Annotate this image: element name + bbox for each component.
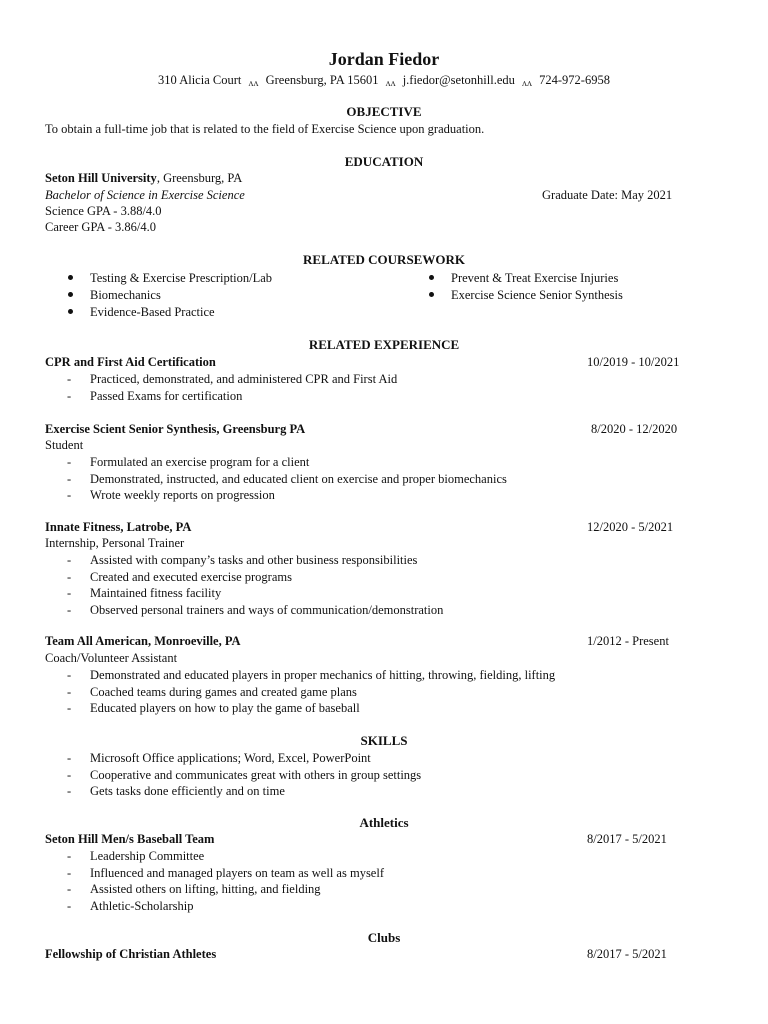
dash-marker: - [67, 488, 72, 502]
email[interactable]: j.fiedor@setonhill.edu [402, 73, 515, 87]
clubs-title: Fellowship of Christian Athletes [45, 947, 217, 961]
dash-marker: - [67, 586, 72, 600]
list-item: Demonstrated and educated players in proper mechanics of hitting, throwing, fielding, lifting [90, 668, 556, 682]
address: 310 Alicia Court [158, 73, 242, 87]
list-item: Practiced, demonstrated, and administered CPR and First Aid [90, 372, 398, 386]
list-item: Leadership Committee [90, 849, 205, 863]
dash-marker: - [67, 684, 72, 699]
athletics-heading: Athletics [359, 815, 409, 830]
objective-heading: OBJECTIVE [346, 104, 422, 119]
list-item: Assisted with company’s tasks and other business responsibilities [90, 553, 418, 567]
list-item: Created and executed exercise programs [90, 569, 292, 584]
dash-marker: - [67, 372, 72, 386]
school-location: , Greensburg, PA [156, 171, 243, 185]
dash-marker: - [67, 569, 72, 584]
list-item: Coached teams during games and created game plans [90, 684, 357, 699]
dash-marker: - [67, 865, 72, 880]
skills-heading: SKILLS [360, 733, 408, 748]
bullet-icon [429, 292, 434, 297]
separator-icon: ʌʌ [522, 78, 533, 89]
list-item: Cooperative and communicates great with others in group settings [90, 767, 422, 782]
coursework-item: Evidence-Based Practice [90, 305, 215, 319]
experience-role: Coach/Volunteer Assistant [45, 651, 178, 665]
clubs-heading: Clubs [367, 930, 401, 945]
school-name: Seton Hill University [45, 171, 157, 185]
dash-marker: - [67, 455, 72, 469]
science-gpa: Science GPA - 3.88/4.0 [45, 204, 162, 218]
experience-dates: 12/2020 - 5/2021 [587, 520, 674, 534]
city-state-zip: Greensburg, PA 15601 [265, 73, 379, 87]
dash-marker: - [67, 882, 72, 896]
clubs-dates: 8/2017 - 5/2021 [587, 947, 667, 961]
coursework-item: Prevent & Treat Exercise Injuries [451, 271, 619, 285]
candidate-name: Jordan Fiedor [328, 49, 440, 69]
experience-dates: 1/2012 - Present [587, 634, 669, 648]
experience-dates: 8/2020 - 12/2020 [591, 422, 678, 436]
dash-marker: - [67, 553, 72, 567]
dash-marker: - [67, 602, 72, 617]
coursework-item: Biomechanics [90, 288, 161, 302]
separator-icon: ʌʌ [248, 78, 259, 89]
phone: 724-972-6958 [539, 73, 610, 87]
bullet-icon [429, 275, 434, 280]
list-item: Passed Exams for certification [90, 388, 243, 403]
list-item: Demonstrated, instructed, and educated client on exercise and proper biomechanics [90, 471, 507, 486]
list-item: Educated players on how to play the game of baseball [90, 701, 360, 715]
bullet-icon [68, 275, 73, 280]
dash-marker: - [67, 751, 72, 765]
list-item: Gets tasks done efficiently and on time [90, 784, 285, 798]
list-item: Athletic-Scholarship [90, 898, 194, 913]
degree: Bachelor of Science in Exercise Science [45, 188, 245, 202]
coursework-heading: RELATED COURSEWORK [303, 252, 465, 267]
bullet-icon [68, 292, 73, 297]
dash-marker: - [67, 471, 72, 486]
dash-marker: - [67, 701, 72, 715]
experience-heading: RELATED EXPERIENCE [308, 337, 460, 352]
athletics-title: Seton Hill Men/s Baseball Team [45, 832, 215, 846]
experience-title: Exercise Scient Senior Synthesis, Greensburg PA [45, 422, 306, 436]
coursework-item: Exercise Science Senior Synthesis [451, 288, 623, 302]
objective-text: To obtain a full-time job that is related to the field of Exercise Science upon graduation. [45, 122, 485, 136]
school-line [45, 170, 242, 186]
list-item: Maintained fitness facility [90, 586, 222, 600]
coursework-item: Testing & Exercise Prescription/Lab [90, 271, 273, 285]
dash-marker: - [67, 898, 72, 913]
separator-icon: ʌʌ [385, 78, 396, 89]
dash-marker: - [67, 668, 72, 682]
athletics-dates: 8/2017 - 5/2021 [587, 832, 667, 846]
experience-role: Internship, Personal Trainer [45, 536, 185, 550]
experience-title: Team All American, Monroeville, PA [45, 634, 241, 648]
dash-marker: - [67, 784, 72, 798]
graduate-date: Graduate Date: May 2021 [542, 188, 673, 202]
bullet-icon [68, 309, 73, 314]
dash-marker: - [67, 849, 72, 863]
contact-line [0, 72, 768, 90]
experience-role: Student [45, 438, 84, 452]
experience-dates: 10/2019 - 10/2021 [587, 355, 680, 369]
education-heading: EDUCATION [344, 154, 424, 169]
list-item: Formulated an exercise program for a client [90, 455, 310, 469]
experience-title: CPR and First Aid Certification [45, 355, 216, 369]
career-gpa: Career GPA - 3.86/4.0 [45, 220, 156, 234]
dash-marker: - [67, 767, 72, 782]
dash-marker: - [67, 388, 72, 403]
list-item: Observed personal trainers and ways of communication/demonstration [90, 602, 444, 617]
experience-title: Innate Fitness, Latrobe, PA [45, 520, 192, 534]
list-item: Assisted others on lifting, hitting, and fielding [90, 882, 321, 896]
list-item: Wrote weekly reports on progression [90, 488, 275, 502]
list-item: Influenced and managed players on team as well as myself [90, 865, 384, 880]
list-item: Microsoft Office applications; Word, Excel, PowerPoint [90, 751, 371, 765]
